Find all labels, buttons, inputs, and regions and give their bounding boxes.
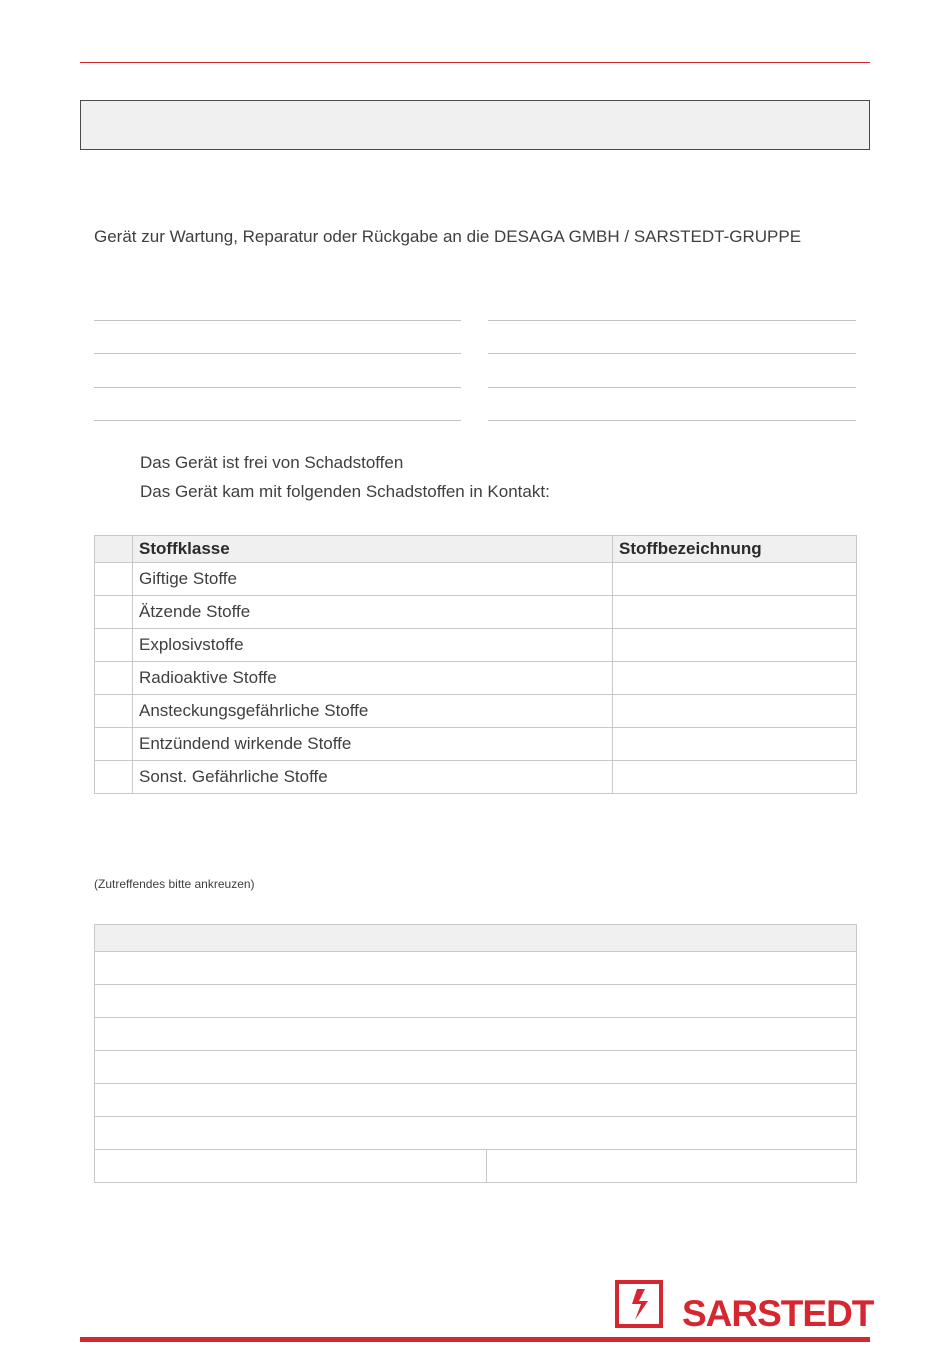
intro-text: Gerät zur Wartung, Reparatur oder Rückgabe an die DESAGA GMBH / SARSTEDT-GRUPPE — [94, 227, 802, 246]
hazard-table — [94, 535, 857, 794]
table-row — [95, 662, 857, 695]
address-line-left[interactable] — [94, 353, 461, 354]
table-row — [95, 1150, 857, 1183]
column-header-stoffklasse: Stoffklasse — [133, 536, 613, 563]
option-contact-with-hazards[interactable]: Das Gerät kam mit folgenden Schadstoffen in Kontakt: — [140, 482, 550, 501]
table-row — [95, 629, 857, 662]
date-field[interactable] — [95, 1150, 487, 1183]
info-table-header-cell — [95, 925, 857, 952]
signature-field[interactable] — [487, 1150, 857, 1183]
column-header-stoffbezeichnung: Stoffbezeichnung — [613, 536, 857, 563]
table-row — [95, 695, 857, 728]
checkbox-cell[interactable] — [95, 596, 133, 629]
substance-name-cell[interactable] — [613, 761, 857, 794]
info-table — [94, 924, 857, 1183]
table-row — [95, 728, 857, 761]
substance-name-cell[interactable] — [613, 662, 857, 695]
address-line-left[interactable] — [94, 387, 461, 388]
hazard-class-cell: Explosivstoffe — [133, 629, 613, 662]
substance-name-cell[interactable] — [613, 596, 857, 629]
title-box — [80, 100, 870, 150]
sarstedt-logo-text: SARSTEDT — [682, 1293, 874, 1334]
address-line-right[interactable] — [488, 387, 856, 388]
sarstedt-logo — [615, 1280, 874, 1334]
checkbox-cell[interactable] — [95, 761, 133, 794]
hint-text: (Zutreffendes bitte ankreuzen) — [94, 877, 255, 891]
substance-name-cell[interactable] — [613, 695, 857, 728]
hazard-class-cell: Ätzende Stoffe — [133, 596, 613, 629]
info-field[interactable] — [95, 985, 857, 1018]
hazard-class-cell: Entzündend wirkende Stoffe — [133, 728, 613, 761]
checkbox-cell[interactable] — [95, 629, 133, 662]
substance-name-cell[interactable] — [613, 629, 857, 662]
info-field[interactable] — [95, 1018, 857, 1051]
table-row — [95, 985, 857, 1018]
table-row — [95, 952, 857, 985]
table-row — [95, 1018, 857, 1051]
substance-name-cell[interactable] — [613, 728, 857, 761]
address-line-right[interactable] — [488, 320, 856, 321]
address-line-left[interactable] — [94, 420, 461, 421]
table-row — [95, 1117, 857, 1150]
bottom-rule — [80, 1337, 870, 1342]
address-line-left[interactable] — [94, 320, 461, 321]
address-line-right[interactable] — [488, 420, 856, 421]
checkbox-cell[interactable] — [95, 695, 133, 728]
info-table-header — [95, 925, 857, 952]
info-field[interactable] — [95, 1084, 857, 1117]
info-field[interactable] — [95, 1051, 857, 1084]
checkbox-column-header — [95, 536, 133, 563]
table-row — [95, 1051, 857, 1084]
top-rule — [80, 62, 870, 63]
hazard-class-cell: Ansteckungsgefährliche Stoffe — [133, 695, 613, 728]
sarstedt-logo-icon — [615, 1280, 663, 1328]
hazard-class-cell: Sonst. Gefährliche Stoffe — [133, 761, 613, 794]
hazard-class-cell: Giftige Stoffe — [133, 563, 613, 596]
table-row — [95, 761, 857, 794]
table-row — [95, 1084, 857, 1117]
checkbox-cell[interactable] — [95, 662, 133, 695]
hazard-class-cell: Radioaktive Stoffe — [133, 662, 613, 695]
substance-name-cell[interactable] — [613, 563, 857, 596]
hazard-table-header — [95, 536, 857, 563]
table-row — [95, 596, 857, 629]
option-free-of-hazards[interactable]: Das Gerät ist frei von Schadstoffen — [140, 453, 404, 472]
checkbox-cell[interactable] — [95, 728, 133, 761]
address-line-right[interactable] — [488, 353, 856, 354]
checkbox-cell[interactable] — [95, 563, 133, 596]
info-field[interactable] — [95, 952, 857, 985]
info-field[interactable] — [95, 1117, 857, 1150]
table-row — [95, 563, 857, 596]
